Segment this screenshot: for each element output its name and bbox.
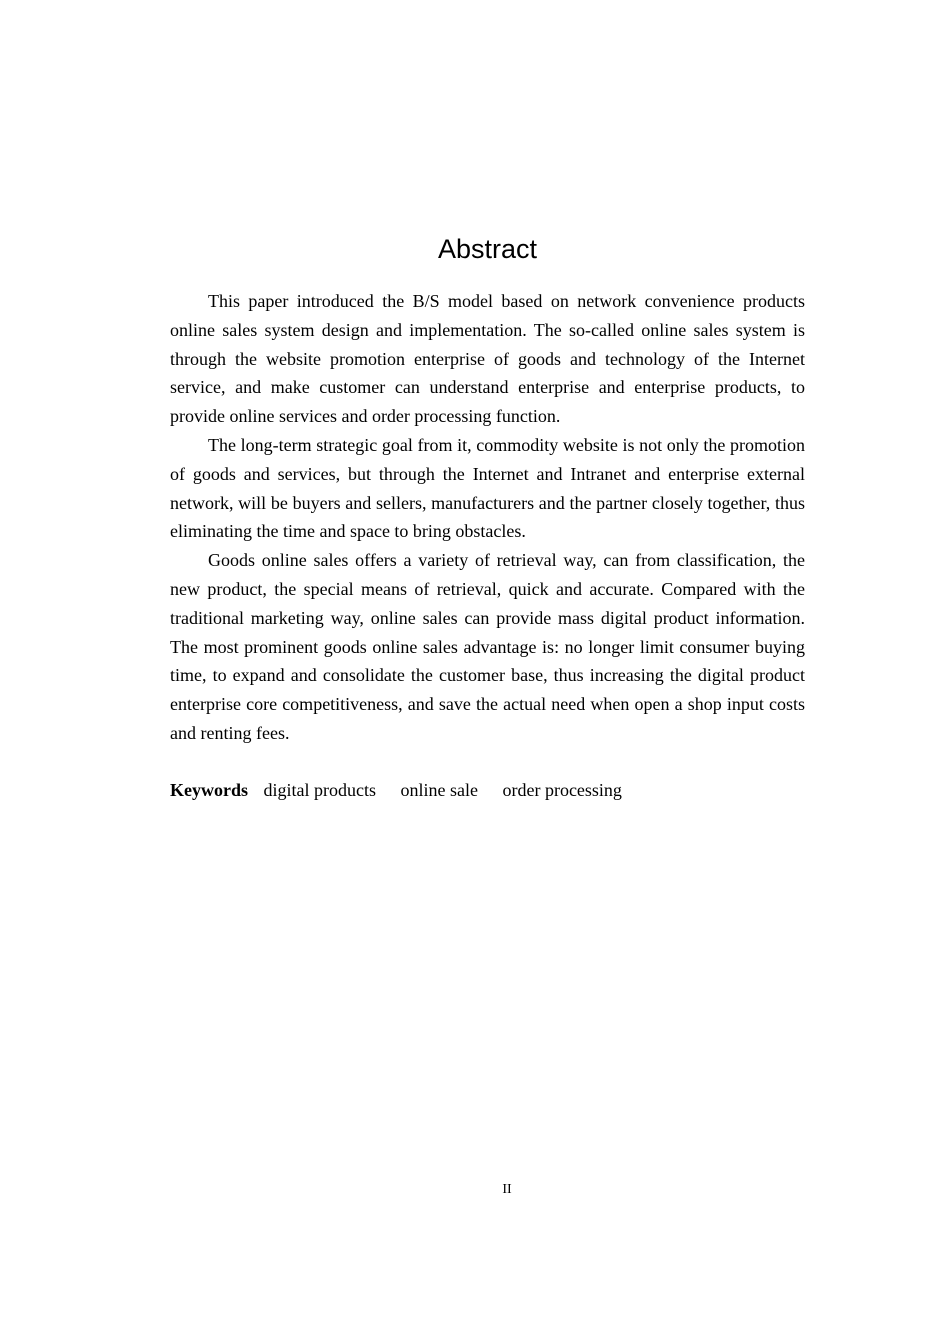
abstract-paragraph-3: Goods online sales offers a variety of retrieval way, can from classification, the new product, the special means of retrieval, quick and accurate. Compared with the traditional marketing way, online sales can provide mass digital product information. The most prominent goods online sales advantage is: no longer limit consumer buying time, to expand and consolidate the customer base, thus increasing the digital product enterprise core competitiveness, and save the actual need when open a shop input costs and renting fees. — [170, 550, 805, 743]
keywords-line — [170, 776, 642, 804]
abstract-paragraph-2: The long-term strategic goal from it, commodity website is not only the promotion of goods and services, but through the Internet and Intranet and enterprise external network, will be buyers and sellers, manufacturers and the partner closely together, thus eliminating the time and space to bring obstacles. — [170, 434, 805, 542]
keywords-label: Keywords — [170, 780, 248, 800]
keyword-item: digital products — [263, 780, 376, 800]
abstract-body — [170, 287, 805, 748]
keyword-item: online sale — [400, 780, 478, 800]
keyword-item: order processing — [502, 780, 622, 800]
page-title: Abstract — [437, 234, 538, 264]
page-number: II — [502, 1182, 512, 1197]
abstract-paragraph-1: This paper introduced the B/S model based on network convenience products online sales system design and implementation. The so-called online sales system is through the website promotion enterprise of goods and technology of the Internet service, and make customer can understand enterprise and enterprise products, to provide online services and order processing function. — [170, 291, 805, 427]
